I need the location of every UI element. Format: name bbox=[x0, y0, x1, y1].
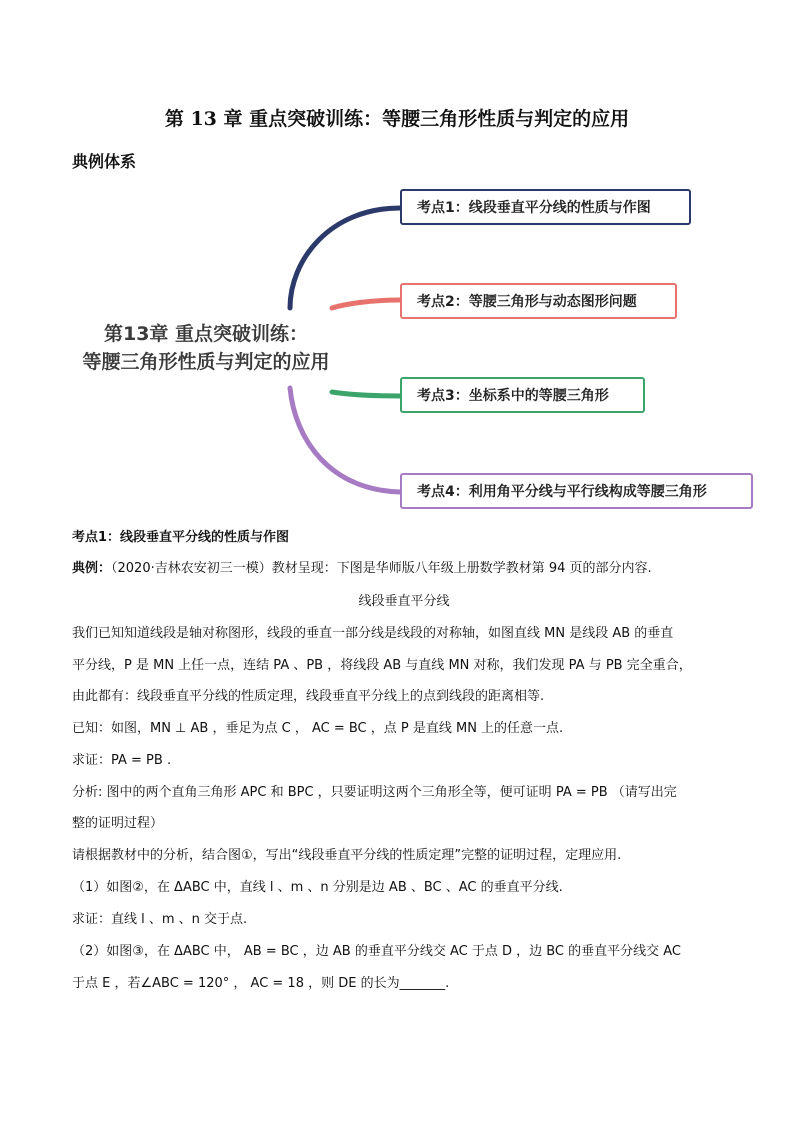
node-label: 考点3：坐标系中的等腰三角形 bbox=[417, 388, 609, 404]
para1-line3: 由此都有：线段垂直平分线的性质定理，线段垂直平分线上的点到线段的距离相等. bbox=[72, 689, 545, 704]
prove-line: 求证：PA = PB . bbox=[72, 753, 172, 768]
task-line: 请根据教材中的分析，结合图①，写出“线段垂直平分线的性质定理”完整的证明过程，定理应用. bbox=[72, 848, 622, 863]
known-line: 已知：如图，MN ⊥ AB ，垂足为点 C ， AC = BC ，点 P 是直线 MN 上的任意一点. bbox=[72, 721, 564, 736]
center-title-line1: 第13章 重点突破训练： bbox=[103, 323, 309, 345]
section-heading: 典例体系 bbox=[72, 152, 137, 171]
question1-line: （1）如图②，在 ΔABC 中，直线 l 、m 、n 分别是边 AB 、BC 、AC 的垂直平分线. bbox=[72, 880, 563, 895]
analysis-line1: 分析: 图中的两个直角三角形 APC 和 BPC ，只要证明这两个三角形全等，便可证明 PA = PB （请写出完 bbox=[72, 785, 677, 800]
example-label: 典例： bbox=[72, 561, 112, 576]
question2-line1: （2）如图③，在 ΔABC 中， AB = BC ，边 AB 的垂直平分线交 AC 于点 D ，边 BC 的垂直平分线交 AC bbox=[72, 944, 682, 959]
example-intro: （2020·吉林农安初三一模）教材呈现：下图是华师版八年级上册数学教材第 94 页的部分内容. bbox=[111, 561, 652, 576]
question2-line2: 于点 E ，若∠ABC = 120° ， AC = 18 ，则 DE 的长为_______. bbox=[72, 976, 450, 991]
para1-line2: 平分线，P 是 MN 上任一点，连结 PA 、PB ，将线段 AB 与直线 MN 对称，我们发现 PA 与 PB 完全重合， bbox=[72, 658, 692, 673]
para1-line1: 我们已知知道线段是轴对称图形，线段的垂直一部分线是线段的对称轴，如图直线 MN 是线段 AB 的垂直 bbox=[72, 626, 674, 641]
node-label: 考点2：等腰三角形与动态图形问题 bbox=[417, 294, 637, 310]
example-line bbox=[72, 557, 652, 576]
node-label: 考点4：利用角平分线与平行线构成等腰三角形 bbox=[417, 484, 707, 500]
center-title-line2: 等腰三角形性质与判定的应用 bbox=[82, 351, 330, 373]
analysis-line2: 整的证明过程） bbox=[72, 816, 164, 831]
subtitle: 线段垂直平分线 bbox=[358, 594, 450, 609]
page-title: 第 13 章 重点突破训练：等腰三角形性质与判定的应用 bbox=[164, 108, 630, 130]
question1-prove-line: 求证：直线 l 、m 、n 交于点. bbox=[72, 912, 248, 927]
point1-heading: 考点1：线段垂直平分线的性质与作图 bbox=[72, 530, 290, 545]
node-label: 考点1：线段垂直平分线的性质与作图 bbox=[417, 200, 651, 216]
problem-content bbox=[72, 0, 736, 1123]
